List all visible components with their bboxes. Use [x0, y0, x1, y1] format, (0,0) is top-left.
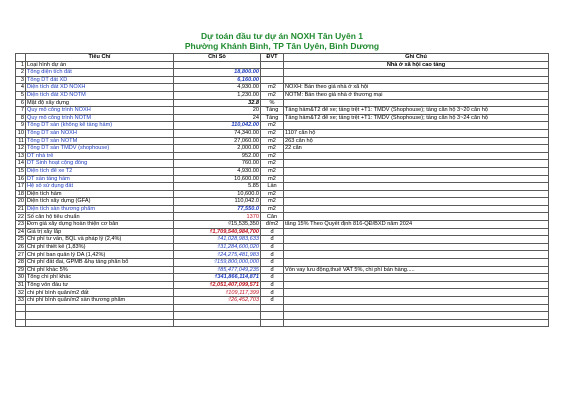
unit-cell[interactable]: đ	[261, 266, 284, 274]
empty-cell[interactable]	[261, 319, 284, 327]
sheet-title-line2: Phường Khánh Bình, TP Tân Uyên, Bình Dương	[184, 40, 380, 51]
empty-cell[interactable]	[26, 304, 174, 312]
value-cell[interactable]: ₫24,275,481,983	[174, 251, 261, 259]
table-row	[16, 205, 549, 213]
table-row	[16, 236, 549, 244]
row-number-cell[interactable]: 28	[16, 259, 26, 267]
criteria-cell[interactable]: Diện tích để xe T2	[26, 167, 174, 175]
table-row	[16, 167, 549, 175]
unit-cell[interactable]: m2	[261, 190, 284, 198]
header-cell-name[interactable]: Tiêu Chí	[26, 54, 174, 62]
unit-cell[interactable]: Lần	[261, 183, 284, 191]
empty-cell[interactable]	[261, 304, 284, 312]
note-cell[interactable]	[284, 167, 549, 175]
note-cell[interactable]	[284, 281, 549, 289]
criteria-cell[interactable]: Loại hình dự án	[26, 61, 174, 69]
criteria-cell[interactable]: Diện tích xây dựng (GFA)	[26, 198, 174, 206]
empty-cell[interactable]	[284, 312, 549, 320]
criteria-cell[interactable]: Chi phí đất đai, GPMB &hạ tầng phân bổ	[26, 259, 174, 267]
row-number-cell[interactable]: 3	[16, 76, 26, 84]
note-cell[interactable]: Nhà ở xã hội cao tầng	[284, 61, 549, 69]
criteria-cell[interactable]: Số căn hộ tiêu chuẩn	[26, 213, 174, 221]
criteria-cell[interactable]: DT sàn tầng hầm	[26, 175, 174, 183]
table-row	[16, 99, 549, 107]
note-cell[interactable]: 22 căn	[284, 145, 549, 153]
criteria-cell[interactable]: chi phí bình quân/m2 đất	[26, 289, 174, 297]
row-number-cell[interactable]: 8	[16, 114, 26, 122]
row-number-cell[interactable]: 5	[16, 91, 26, 99]
table-row	[16, 251, 549, 259]
value-cell[interactable]: 952.00	[174, 152, 261, 160]
table-row	[16, 259, 549, 267]
row-number-cell[interactable]: 17	[16, 183, 26, 191]
table-row	[16, 107, 549, 115]
value-cell[interactable]: 24	[174, 114, 261, 122]
note-cell[interactable]	[284, 289, 549, 297]
table-row	[16, 289, 549, 297]
value-cell[interactable]	[174, 61, 261, 69]
unit-cell[interactable]: đ/m2	[261, 221, 284, 229]
row-number-cell[interactable]: 33	[16, 297, 26, 305]
sheet-title-line1: Dự toán đầu tư dự án NOXH Tân Uyên 1	[200, 31, 364, 41]
criteria-cell[interactable]: DT Sinh hoạt cộng đồng	[26, 160, 174, 168]
value-cell[interactable]: ₫341,866,114,871	[174, 274, 261, 282]
unit-cell[interactable]: m2	[261, 152, 284, 160]
row-number-cell[interactable]: 18	[16, 190, 26, 198]
note-cell[interactable]: NOTM: Bán theo giá nhà ở thương mại	[284, 91, 549, 99]
row-number-cell[interactable]: 31	[16, 281, 26, 289]
table-row	[16, 160, 549, 168]
unit-cell[interactable]: đ	[261, 259, 284, 267]
value-cell[interactable]: ₫31,284,600,020	[174, 243, 261, 251]
empty-row	[16, 319, 549, 327]
criteria-cell[interactable]: Tổng DT sàn NOTM	[26, 137, 174, 145]
header-cell-blank[interactable]	[16, 54, 26, 62]
table-row	[16, 122, 549, 130]
note-cell[interactable]	[284, 259, 549, 267]
table-row	[16, 61, 549, 69]
note-cell[interactable]: Tầng hầm&T2 để xe; tầng trệt +T1: TMDV (Shophouse); tầng căn hộ 3~20 căn hộ	[284, 107, 549, 115]
empty-cell[interactable]	[261, 312, 284, 320]
unit-cell[interactable]: m2	[261, 160, 284, 168]
criteria-cell[interactable]: Diện tích sàn thương phẩm	[26, 205, 174, 213]
unit-cell[interactable]: m2	[261, 145, 284, 153]
row-number-cell[interactable]: 11	[16, 137, 26, 145]
empty-cell[interactable]	[174, 319, 261, 327]
table-row	[16, 175, 549, 183]
note-cell[interactable]: NOXH: Bán theo giá nhà ở xã hội	[284, 84, 549, 92]
table-row	[16, 152, 549, 160]
unit-cell[interactable]: m2	[261, 84, 284, 92]
note-cell[interactable]	[284, 243, 549, 251]
table-row	[16, 69, 549, 77]
unit-cell[interactable]: m2	[261, 175, 284, 183]
value-cell[interactable]: 5.85	[174, 183, 261, 191]
empty-cell[interactable]	[284, 319, 549, 327]
value-cell[interactable]: 27,060.00	[174, 137, 261, 145]
table-row	[16, 183, 549, 191]
note-cell[interactable]: Vốn vay lưu động,thuế VAT 5%, chi phí bán hàng.....	[284, 266, 549, 274]
empty-cell[interactable]	[16, 319, 26, 327]
budget-table	[15, 53, 549, 327]
unit-cell[interactable]: m2	[261, 91, 284, 99]
table-row	[16, 129, 549, 137]
unit-cell[interactable]: đ	[261, 228, 284, 236]
value-cell[interactable]: 1370	[174, 213, 261, 221]
row-number-cell[interactable]: 14	[16, 160, 26, 168]
table-row	[16, 114, 549, 122]
criteria-cell[interactable]: Hệ số sử dụng đất	[26, 183, 174, 191]
note-cell[interactable]	[284, 228, 549, 236]
unit-cell[interactable]: m2	[261, 137, 284, 145]
empty-row	[16, 312, 549, 320]
unit-cell[interactable]: đ	[261, 274, 284, 282]
row-number-cell[interactable]: 10	[16, 129, 26, 137]
note-cell[interactable]	[284, 160, 549, 168]
row-number-cell[interactable]: 30	[16, 274, 26, 282]
row-number-cell[interactable]: 22	[16, 213, 26, 221]
row-number-cell[interactable]: 12	[16, 145, 26, 153]
criteria-cell[interactable]: Tổng DT sàn TMDV (shophouse)	[26, 145, 174, 153]
table-row	[16, 76, 549, 84]
header-cell-value[interactable]: Chỉ Số	[174, 54, 261, 62]
value-cell[interactable]: 10,600.00	[174, 175, 261, 183]
unit-cell[interactable]	[261, 61, 284, 69]
row-number-cell[interactable]: 7	[16, 107, 26, 115]
unit-cell[interactable]: Căn	[261, 213, 284, 221]
value-cell[interactable]: ₫2,051,407,099,571	[174, 281, 261, 289]
criteria-cell[interactable]: Chi phí thiết kế (1,83%)	[26, 243, 174, 251]
empty-cell[interactable]	[16, 312, 26, 320]
note-cell[interactable]: tăng 15% Theo Quyết định 816-QĐ/BXD năm 2024	[284, 221, 549, 229]
unit-cell[interactable]: đ	[261, 281, 284, 289]
row-number-cell[interactable]: 21	[16, 205, 26, 213]
criteria-cell[interactable]: Đơn giá xây dựng hoàn thiện cơ bản	[26, 221, 174, 229]
empty-row	[16, 304, 549, 312]
value-cell[interactable]: 18,800.00	[174, 69, 261, 77]
unit-cell[interactable]	[261, 76, 284, 84]
note-cell[interactable]	[284, 274, 549, 282]
row-number-cell[interactable]: 25	[16, 236, 26, 244]
value-cell[interactable]: 74,340.00	[174, 129, 261, 137]
criteria-cell[interactable]: Tổng diện tích đất	[26, 69, 174, 77]
note-cell[interactable]	[284, 198, 549, 206]
unit-cell[interactable]: đ	[261, 236, 284, 244]
note-cell[interactable]	[284, 236, 549, 244]
criteria-cell[interactable]: Chi phí khác 5%	[26, 266, 174, 274]
value-cell[interactable]: 2,000.00	[174, 145, 261, 153]
unit-cell[interactable]: m2	[261, 122, 284, 130]
note-cell[interactable]	[284, 175, 549, 183]
empty-cell[interactable]	[16, 304, 26, 312]
table-row	[16, 274, 549, 282]
row-number-cell[interactable]: 27	[16, 251, 26, 259]
criteria-cell[interactable]: chi phí bình quân/m2 sàn thương phẩm	[26, 297, 174, 305]
table-row	[16, 228, 549, 236]
unit-cell[interactable]: đ	[261, 251, 284, 259]
note-cell[interactable]	[284, 205, 549, 213]
note-cell[interactable]	[284, 251, 549, 259]
value-cell[interactable]: 4,930.00	[174, 167, 261, 175]
table-row	[16, 213, 549, 221]
note-cell[interactable]	[284, 183, 549, 191]
unit-cell[interactable]: Tầng	[261, 114, 284, 122]
note-cell[interactable]	[284, 297, 549, 305]
criteria-cell[interactable]: Mật độ xây dựng	[26, 99, 174, 107]
unit-cell[interactable]: đ	[261, 243, 284, 251]
table-row	[16, 137, 549, 145]
unit-cell[interactable]: m2	[261, 198, 284, 206]
note-cell[interactable]	[284, 190, 549, 198]
unit-cell[interactable]: đ	[261, 297, 284, 305]
row-number-cell[interactable]: 9	[16, 122, 26, 130]
criteria-cell[interactable]: Tổng vốn đầu tư	[26, 281, 174, 289]
value-cell[interactable]: 77,550.0	[174, 205, 261, 213]
criteria-cell[interactable]: Tổng DT sàn (không kể tầng hầm)	[26, 122, 174, 130]
value-cell[interactable]: 4,930.00	[174, 84, 261, 92]
row-number-cell[interactable]: 2	[16, 69, 26, 77]
value-cell[interactable]: 10,600.0	[174, 190, 261, 198]
empty-cell[interactable]	[174, 304, 261, 312]
value-cell[interactable]: ₫15,535,350	[174, 221, 261, 229]
note-cell[interactable]	[284, 99, 549, 107]
empty-cell[interactable]	[174, 312, 261, 320]
criteria-cell[interactable]: Chi phí ban quản lý DA (1,42%)	[26, 251, 174, 259]
criteria-cell[interactable]: Diện tích đất XD NOXH	[26, 84, 174, 92]
row-number-cell[interactable]: 16	[16, 175, 26, 183]
row-number-cell[interactable]: 20	[16, 198, 26, 206]
value-cell[interactable]: 110,042.0	[174, 198, 261, 206]
criteria-cell[interactable]: Chi phí tư vấn, BQL và pháp lý (2,4%)	[26, 236, 174, 244]
value-cell[interactable]: ₫1,709,540,984,700	[174, 228, 261, 236]
unit-cell[interactable]: %	[261, 99, 284, 107]
unit-cell[interactable]: Tầng	[261, 107, 284, 115]
row-number-cell[interactable]: 13	[16, 152, 26, 160]
table-row	[16, 84, 549, 92]
value-cell[interactable]: ₫26,452,703	[174, 297, 261, 305]
table-row	[16, 297, 549, 305]
criteria-cell[interactable]: Diện tích đất XD NOTM	[26, 91, 174, 99]
unit-cell[interactable]	[261, 69, 284, 77]
row-number-cell[interactable]: 15	[16, 167, 26, 175]
table-row	[16, 243, 549, 251]
table-row	[16, 221, 549, 229]
value-cell[interactable]: 760.00	[174, 160, 261, 168]
criteria-cell[interactable]: Tổng DT sàn NOXH	[26, 129, 174, 137]
empty-cell[interactable]	[284, 304, 549, 312]
table-row	[16, 198, 549, 206]
row-number-cell[interactable]: 29	[16, 266, 26, 274]
value-cell[interactable]: 1,230.00	[174, 91, 261, 99]
criteria-cell[interactable]: Tổng DT đất XD	[26, 76, 174, 84]
row-number-cell[interactable]: 1	[16, 61, 26, 69]
table-header-row	[16, 54, 549, 62]
note-cell[interactable]	[284, 69, 549, 77]
unit-cell[interactable]: m2	[261, 167, 284, 175]
empty-cell[interactable]	[26, 319, 174, 327]
value-cell[interactable]: ₫159,800,000,000	[174, 259, 261, 267]
table-row	[16, 266, 549, 274]
empty-cell[interactable]	[26, 312, 174, 320]
unit-cell[interactable]: đ	[261, 289, 284, 297]
note-cell[interactable]: 1107 căn hộ	[284, 129, 549, 137]
note-cell[interactable]: 263 căn hộ	[284, 137, 549, 145]
criteria-cell[interactable]: Quy mô công trình NOXH	[26, 107, 174, 115]
value-cell[interactable]: ₫85,477,049,235	[174, 266, 261, 274]
row-number-cell[interactable]: 26	[16, 243, 26, 251]
spreadsheet	[15, 32, 549, 327]
table-row	[16, 145, 549, 153]
header-cell-unit[interactable]: ĐVT	[261, 54, 284, 62]
unit-cell[interactable]: m2	[261, 205, 284, 213]
value-cell[interactable]: ₫41,028,983,633	[174, 236, 261, 244]
row-number-cell[interactable]: 23	[16, 221, 26, 229]
row-number-cell[interactable]: 32	[16, 289, 26, 297]
header-cell-note[interactable]: Ghi Chú	[284, 54, 549, 62]
table-row	[16, 281, 549, 289]
unit-cell[interactable]: m2	[261, 129, 284, 137]
value-cell[interactable]: 20	[174, 107, 261, 115]
row-number-cell[interactable]: 24	[16, 228, 26, 236]
note-cell[interactable]	[284, 122, 549, 130]
note-cell[interactable]: Tầng hầm&T2 để xe; tầng trệt +T1: TMDV (Shophouse); tầng căn hộ 3~24 căn hộ	[284, 114, 549, 122]
criteria-cell[interactable]: Tổng chi phí khác	[26, 274, 174, 282]
table-row	[16, 190, 549, 198]
value-cell[interactable]: 110,042.00	[174, 122, 261, 130]
row-number-cell[interactable]: 4	[16, 84, 26, 92]
criteria-cell[interactable]: Quy mô công trình NOTM	[26, 114, 174, 122]
note-cell[interactable]	[284, 76, 549, 84]
value-cell[interactable]: 32.8	[174, 99, 261, 107]
note-cell[interactable]	[284, 213, 549, 221]
value-cell[interactable]: ₫109,117,399	[174, 289, 261, 297]
note-cell[interactable]	[284, 152, 549, 160]
criteria-cell[interactable]: DT nhà trẻ	[26, 152, 174, 160]
table-row	[16, 91, 549, 99]
row-number-cell[interactable]: 6	[16, 99, 26, 107]
criteria-cell[interactable]: Giá trị xây lắp	[26, 228, 174, 236]
criteria-cell[interactable]: Diện tích hầm	[26, 190, 174, 198]
value-cell[interactable]: 6,160.00	[174, 76, 261, 84]
